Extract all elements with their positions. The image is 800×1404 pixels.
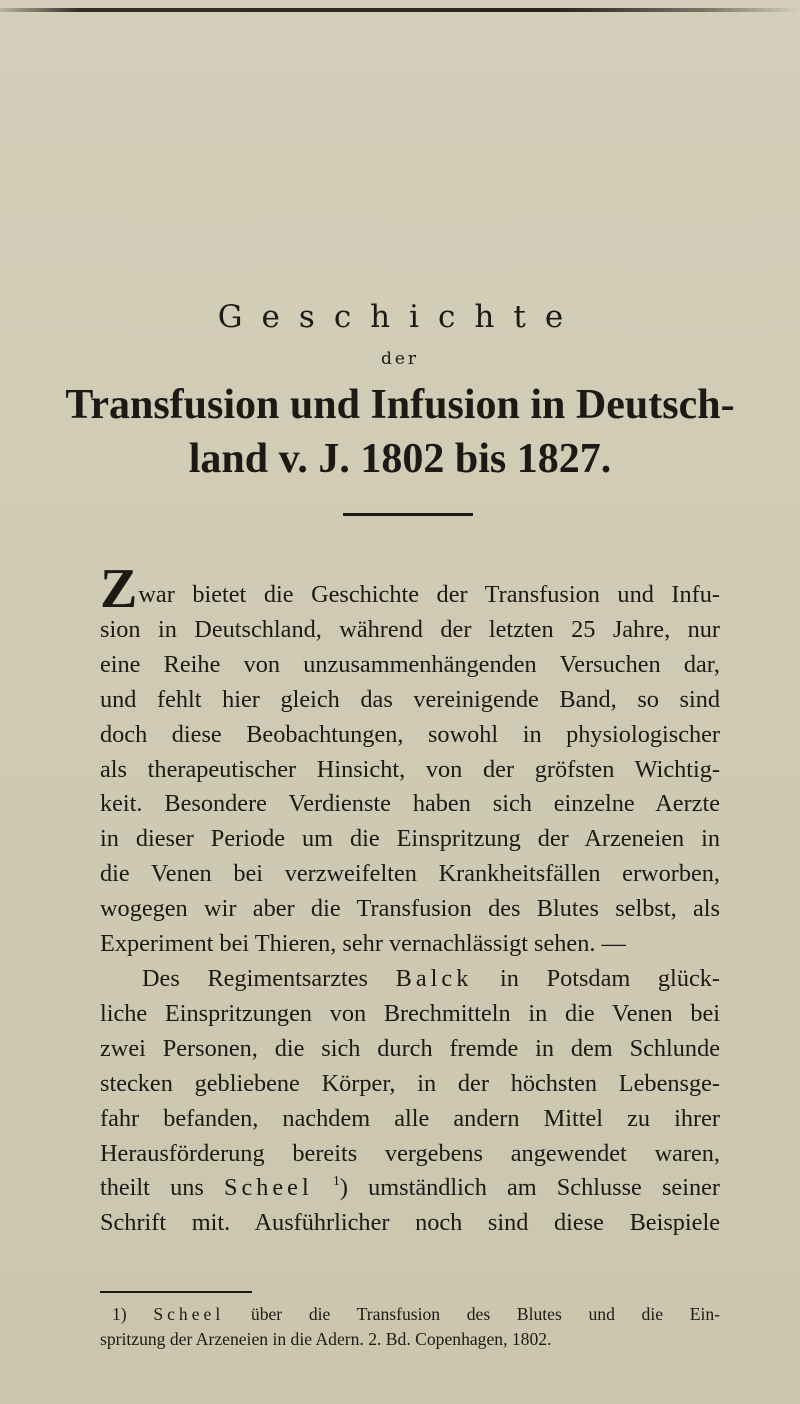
person-name: Balck xyxy=(395,964,473,992)
top-rule xyxy=(0,8,800,12)
body-text xyxy=(100,558,720,1241)
body-line: wogegen wir aber die Transfusion des Blutes selbst, als xyxy=(100,895,720,923)
heading-der: der xyxy=(380,349,420,369)
body-line: zwei Personen, die sich durch fremde in dem Schlunde xyxy=(100,1034,720,1062)
body-line: in dieser Periode um die Einspritzung der Arzeneien in xyxy=(100,825,720,853)
body-line: und fehlt hier gleich das vereinigende Band, so sind xyxy=(100,685,720,713)
body-line: keit. Besondere Verdienste haben sich einzelne Aerzte xyxy=(100,790,720,818)
footnote-divider xyxy=(100,1291,252,1293)
body-line: sion in Deutschland, während der letzten 25 Jahre, nur xyxy=(100,615,720,643)
body-line: als therapeutischer Hinsicht, von der gröfsten Wichtig- xyxy=(100,755,720,783)
person-name: Scheel xyxy=(153,1304,225,1324)
title-divider xyxy=(343,513,473,516)
body-line: Des Regimentsarztes Balck in Potsdam glück- xyxy=(142,964,720,992)
footnote-marker: 1 xyxy=(332,1174,340,1190)
body-line: Experiment bei Thieren, sehr vernachlässigt sehen. — xyxy=(100,930,626,958)
footnote xyxy=(100,1302,720,1352)
body-line: fahr befanden, nachdem alle andern Mittel zu ihrer xyxy=(100,1104,720,1132)
body-line: doch diese Beobachtungen, sowohl in physiologischer xyxy=(100,720,720,748)
main-title-line-1: Transfusion und Infusion in Deutsch- xyxy=(65,382,735,428)
footnote-line: spritzung der Arzeneien in die Adern. 2. Bd. Copenhagen, 1802. xyxy=(100,1329,552,1349)
body-line: Schrift mit. Ausführlicher noch sind diese Beispiele xyxy=(100,1209,720,1237)
footnote-line: 1) Scheel über die Transfusion des Blutes und die Ein- xyxy=(112,1304,720,1324)
body-line: liche Einspritzungen von Brechmitteln in die Venen bei xyxy=(100,999,720,1027)
person-name: Scheel xyxy=(223,1174,313,1202)
drop-initial: Z xyxy=(100,558,138,620)
body-line: stecken gebliebene Körper, in der höchsten Lebensge- xyxy=(100,1069,720,1097)
body-line: Zwar bietet die Geschichte der Transfusion und Infu- xyxy=(100,558,720,620)
heading-geschichte: Geschichte xyxy=(217,299,583,335)
body-line: Herausförderung bereits vergebens angewendet waren, xyxy=(100,1139,720,1167)
body-line: eine Reihe von unzusammenhängenden Versuchen dar, xyxy=(100,650,720,678)
body-line: die Venen bei verzweifelten Krankheitsfällen erworben, xyxy=(100,860,720,888)
body-line: theilt uns Scheel $^1$) umständlich am Schlusse seiner xyxy=(100,1174,720,1202)
main-title-line-2: land v. J. 1802 bis 1827. xyxy=(188,436,612,482)
main-title xyxy=(0,378,800,486)
